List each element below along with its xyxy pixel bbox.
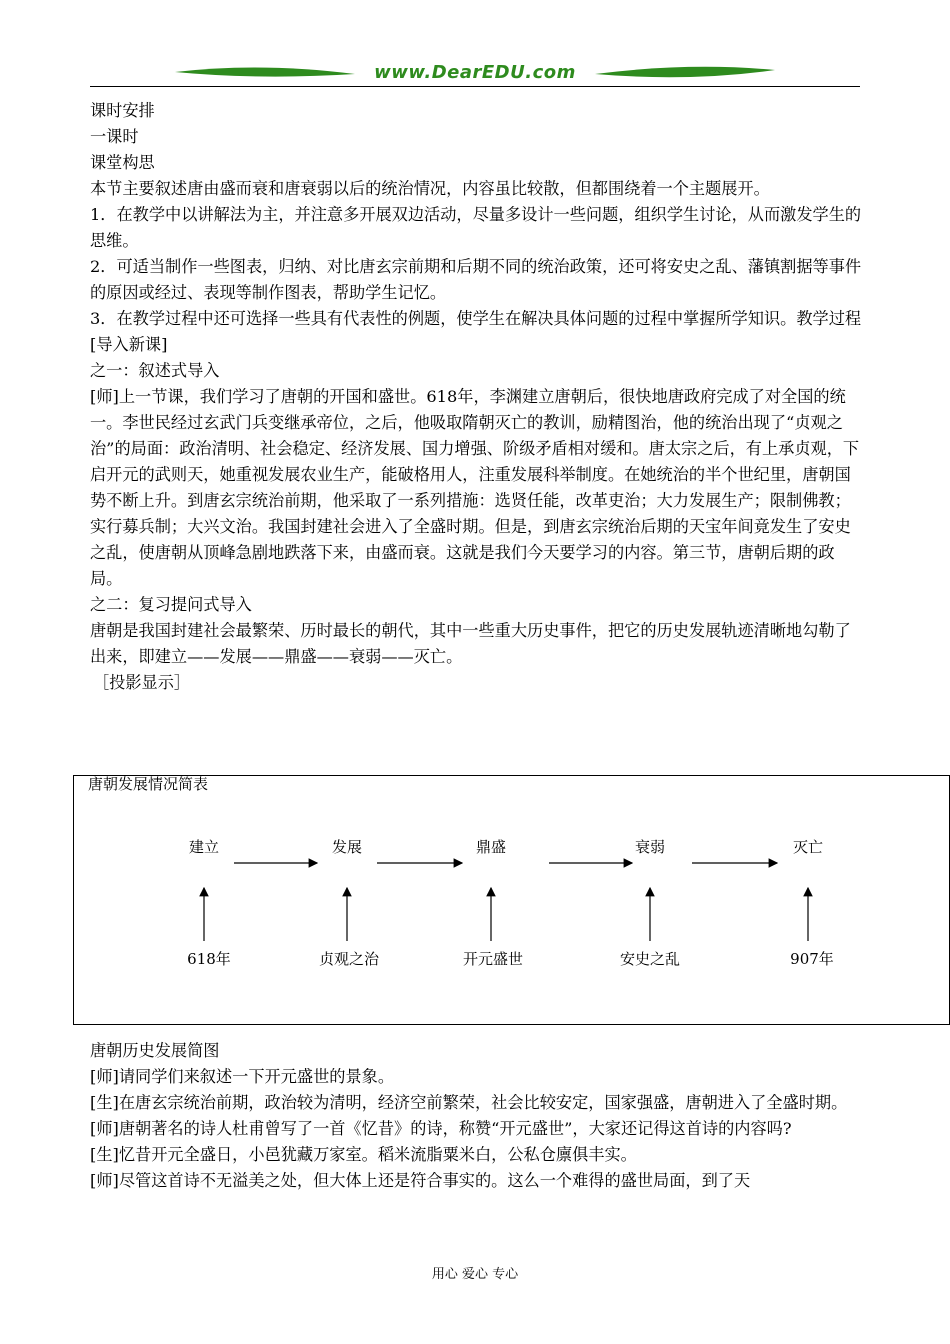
heading-intro-one: 之一：叙述式导入	[90, 361, 220, 380]
page-footer: 用心 爱心 专心	[431, 1267, 519, 1282]
paragraph: 唐朝是我国封建社会最繁荣、历时最长的朝代，其中一些重大历史事件，把它的历史发展轨迹清晰地勾勒了出来，即建立——发展——鼎盛——衰弱——灭亡。	[90, 621, 851, 666]
logo-text: www.DearEDU.com	[374, 62, 576, 83]
paragraph: 1．在教学中以讲解法为主，并注意多开展双边活动，尽量多设计一些问题，组织学生讨论，从而激发学生的思维。	[90, 205, 862, 250]
event-anshi: 安史之乱	[619, 950, 680, 968]
paragraph: [生]在唐玄宗统治前期，政治较为清明，经济空前繁荣，社会比较安定，国家强盛，唐朝进入了全盛时期。	[90, 1093, 848, 1112]
header-divider	[90, 86, 860, 87]
stage-peak: 鼎盛	[475, 838, 506, 856]
stage-founding: 建立	[188, 838, 219, 856]
paragraph: [师]尽管这首诗不无溢美之处，但大体上还是符合事实的。这么一个难得的盛世局面，到了天	[90, 1171, 751, 1190]
stage-decline: 衰弱	[634, 838, 665, 856]
schedule-value: 一课时	[90, 127, 139, 146]
event-907: 907年	[790, 950, 834, 968]
site-logo	[170, 60, 780, 88]
paragraph: 2．可适当制作一些图表，归纳、对比唐玄宗前期和后期不同的统治政策，还可将安史之乱、藩镇割据等事件的原因或经过、表现等制作图表，帮助学生记忆。	[90, 257, 862, 302]
paragraph: [生]忆昔开元全盛日，小邑犹藏万家室。稻米流脂粟米白，公私仓廪俱丰实。	[90, 1145, 637, 1164]
paragraph: [师]唐朝著名的诗人杜甫曾写了一首《忆昔》的诗，称赞“开元盛世”，大家还记得这首诗的内容吗?	[90, 1119, 792, 1138]
paragraph: [师]请同学们来叙述一下开元盛世的景象。	[90, 1067, 395, 1086]
stage-fall: 灭亡	[792, 838, 823, 856]
diagram-title: 唐朝发展情况简表	[88, 775, 209, 793]
heading-concept: 课堂构思	[90, 153, 155, 172]
projection-note: ［投影显示］	[93, 673, 191, 692]
paragraph: [师]上一节课，我们学习了唐朝的开国和盛世。618年，李渊建立唐朝后，很快地唐政府完成了对全国的统一。李世民经过玄武门兵变继承帝位，之后，他吸取隋朝灭亡的教训，励精图治，他的统治出现了“贞观之治”的局面：政治清明、社会稳定、经济发展、国力增强、阶级矛盾相对缓和。唐太宗之后，有上承贞观，下启开元的武则天，她重视发展农业生产，能破格用人，注重发展科举制度。在她统治的半个世纪里，唐朝国势不断上升。到唐玄宗统治前期，他采取了一系列措施：选贤任能，改革吏治；大力发展生产；限制佛教；实行募兵制；大兴文治。我国封建社会进入了全盛时期。但是，到唐玄宗统治后期的天宝年间竟发生了安史之乱，使唐朝从顶峰急剧地跌落下来，由盛而衰。这就是我们今天要学习的内容。第三节，唐朝后期的政局。	[90, 387, 860, 588]
document-body-continued	[90, 1038, 862, 1194]
stage-development: 发展	[331, 838, 362, 856]
document-body	[90, 98, 862, 696]
event-kaiyuan: 开元盛世	[462, 950, 523, 968]
diagram-caption: 唐朝历史发展简图	[90, 1041, 220, 1060]
paragraph: 3．在教学过程中还可选择一些具有代表性的例题，使学生在解决具体问题的过程中掌握所学知识。教学过程	[90, 309, 862, 328]
paragraph: 本节主要叙述唐由盛而衰和唐衰弱以后的统治情况，内容虽比较散，但都围绕着一个主题展开。	[90, 179, 770, 198]
diagram-arrows	[74, 776, 950, 1026]
event-zhenguan: 贞观之治	[318, 950, 379, 968]
heading-intro-two: 之二：复习提问式导入	[90, 595, 252, 614]
heading-intro: [导入新课]	[90, 335, 168, 354]
event-618: 618年	[187, 950, 231, 968]
heading-schedule: 课时安排	[90, 101, 155, 120]
tang-development-diagram	[73, 775, 950, 1025]
